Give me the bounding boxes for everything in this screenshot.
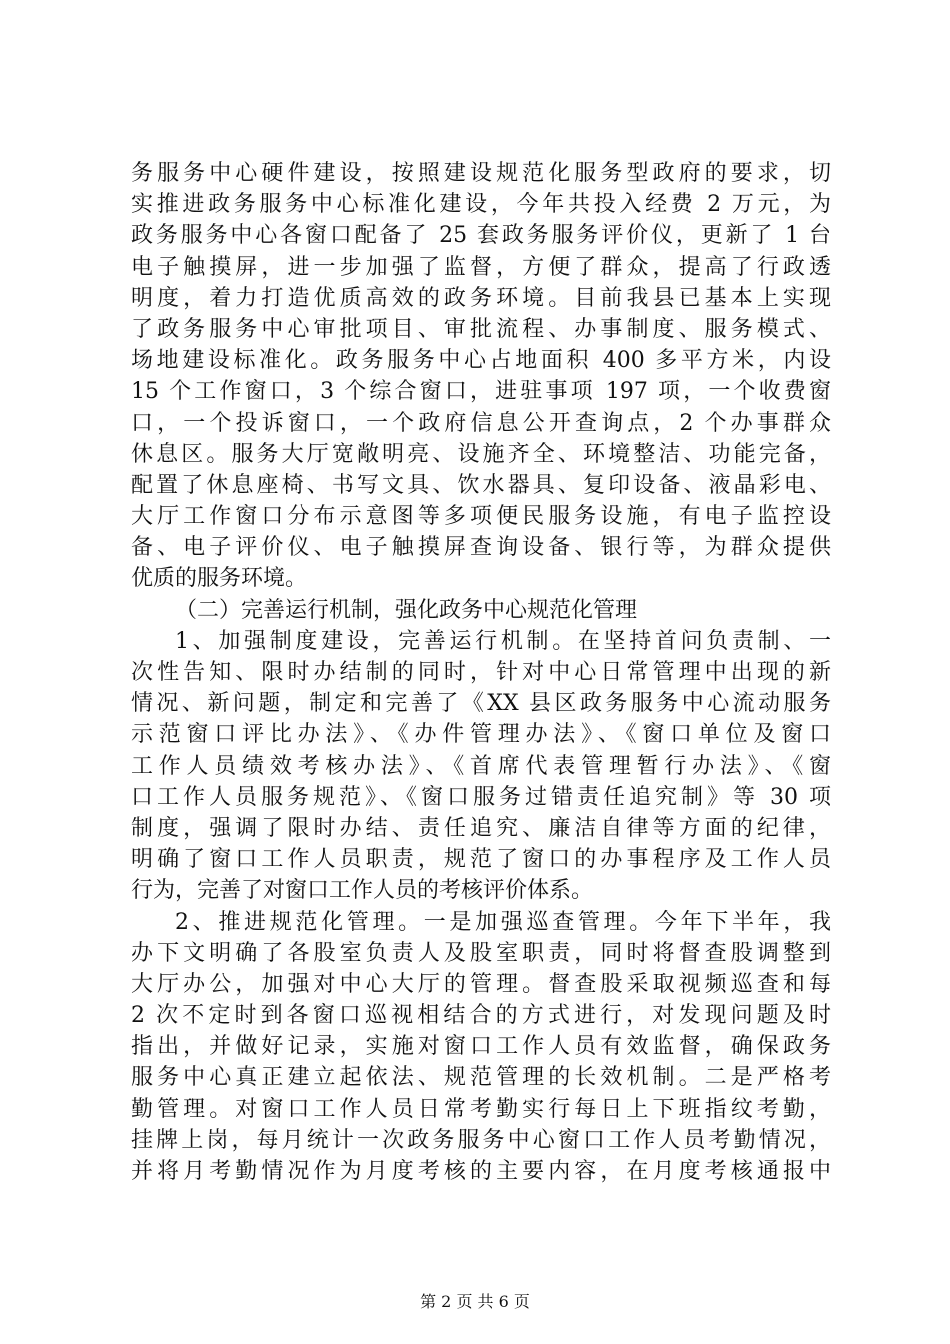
text-line: 明度，着力打造优质高效的政务环境。目前我县已基本上实现: [131, 285, 831, 311]
page-footer: 第 2 页 共 6 页: [420, 1292, 530, 1311]
section-heading: （二）完善运行机制，强化政务中心规范化管理: [175, 597, 638, 623]
text-line: 大厅工作窗口分布示意图等多项便民服务设施，有电子监控设: [131, 504, 831, 530]
text-line: 办下文明确了各股室负责人及股室职责，同时将督查股调整到: [131, 940, 831, 966]
text-line: 优质的服务环境。: [131, 566, 308, 592]
text-line: 明确了窗口工作人员职责，规范了窗口的办事程序及工作人员: [131, 847, 831, 873]
text-line: 示范窗口评比办法》、《办件管理办法》、《窗口单位及窗口: [131, 722, 831, 748]
text-line: 情况、新问题，制定和完善了《XX 县区政务服务中心流动服务: [131, 691, 831, 717]
text-line: 务服务中心硬件建设，按照建设规范化服务型政府的要求，切: [131, 161, 831, 186]
text-line: 了政务服务中心审批项目、审批流程、办事制度、服务模式、: [131, 316, 831, 342]
text-line: 挂牌上岗，每月统计一次政务服务中心窗口工作人员考勤情况，: [131, 1127, 831, 1153]
text-line: 工作人员绩效考核办法》、《首席代表管理暂行办法》、《窗: [131, 753, 831, 779]
text-line: 指出，并做好记录，实施对窗口工作人员有效监督，确保政务: [131, 1034, 831, 1060]
text-line: 备、电子评价仪、电子触摸屏查询设备、银行等，为群众提供: [131, 535, 831, 561]
text-line: 口工作人员服务规范》、《窗口服务过错责任追究制》等 30 项: [131, 784, 831, 810]
text-line: 制度，强调了限时办结、责任追究、廉洁自律等方面的纪律，: [131, 815, 831, 841]
text-line: 次性告知、限时办结制的同时，针对中心日常管理中出现的新: [131, 660, 831, 685]
paragraph-first-line: 2、推进规范化管理。一是加强巡查管理。今年下半年，我: [175, 909, 831, 935]
body-text: [131, 158, 831, 1187]
text-line: 行为，完善了对窗口工作人员的考核评价体系。: [131, 878, 594, 904]
text-line: 实推进政务服务中心标准化建设，今年共投入经费 2 万元，为: [131, 192, 831, 218]
text-line: 场地建设标准化。政务服务中心占地面积 400 多平方米，内设: [131, 348, 831, 374]
text-line: 配置了休息座椅、书写文具、饮水器具、复印设备、液晶彩电、: [131, 472, 831, 498]
text-line: 并将月考勤情况作为月度考核的主要内容，在月度考核通报中: [131, 1159, 831, 1184]
text-line: 政务服务中心各窗口配备了 25 套政务服务评价仪，更新了 1 台: [131, 223, 831, 249]
text-line: 15 个工作窗口，3 个综合窗口，进驻事项 197 项，一个收费窗: [131, 379, 831, 405]
text-line: 口，一个投诉窗口，一个政府信息公开查询点，2 个办事群众: [131, 410, 831, 436]
text-line: 休息区。服务大厅宽敞明亮、设施齐全、环境整洁、功能完备，: [131, 441, 831, 467]
paragraph-first-line: 1、加强制度建设，完善运行机制。在坚持首问负责制、一: [175, 628, 831, 654]
text-line: 服务中心真正建立起依法、规范管理的长效机制。二是严格考: [131, 1065, 831, 1091]
text-line: 2 次不定时到各窗口巡视相结合的方式进行，对发现问题及时: [131, 1003, 831, 1029]
text-line: 电子触摸屏，进一步加强了监督，方便了群众，提高了行政透: [131, 254, 831, 280]
text-line: 大厅办公，加强对中心大厅的管理。督查股采取视频巡查和每: [131, 971, 831, 997]
text-line: 勤管理。对窗口工作人员日常考勤实行每日上下班指纹考勤，: [131, 1096, 831, 1122]
